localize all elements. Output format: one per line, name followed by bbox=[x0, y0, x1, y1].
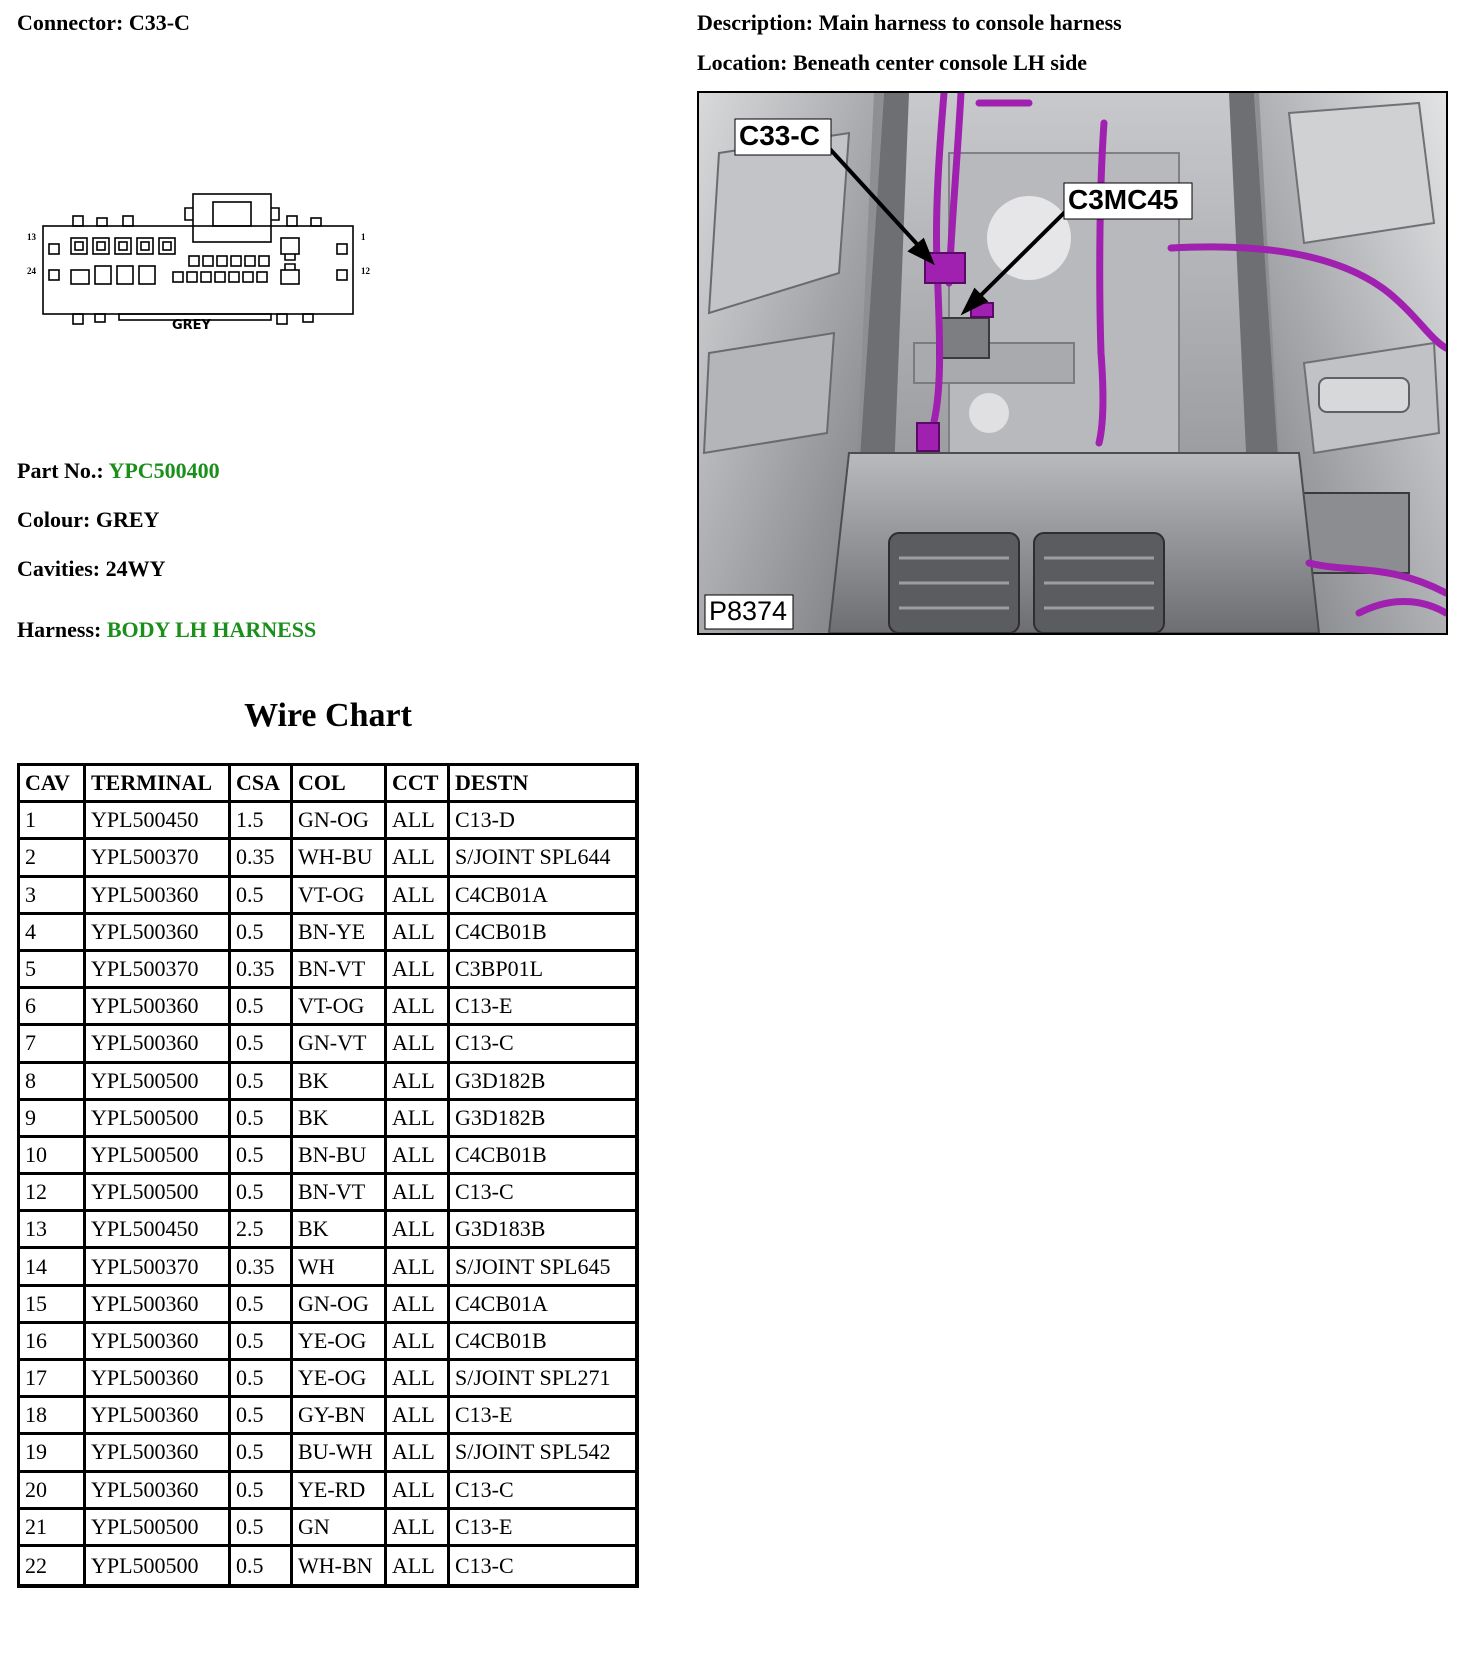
cell-col: GY-BN bbox=[293, 1398, 387, 1435]
cell-col: BN-YE bbox=[293, 915, 387, 952]
cell-csa: 0.5 bbox=[231, 878, 293, 915]
connector-info bbox=[17, 10, 190, 36]
pin-label-1: 1 bbox=[361, 232, 366, 242]
cell-cav: 5 bbox=[20, 952, 86, 989]
table-row bbox=[20, 1287, 635, 1324]
cell-terminal: YPL500500 bbox=[86, 1064, 231, 1101]
cell-terminal: YPL500500 bbox=[86, 1101, 231, 1138]
cell-destn: C4CB01A bbox=[450, 1287, 635, 1324]
cell-destn: C13-C bbox=[455, 1552, 514, 1578]
connector-value: C33-C bbox=[128, 10, 190, 35]
cell-cav: 17 bbox=[20, 1361, 86, 1398]
cell-terminal: YPL500370 bbox=[86, 1249, 231, 1286]
cell-cav: 12 bbox=[20, 1175, 86, 1212]
cell-destn: S/JOINT SPL271 bbox=[450, 1361, 635, 1398]
cell-terminal: YPL500450 bbox=[86, 803, 231, 840]
drawing-colour-label: GREY bbox=[172, 318, 211, 333]
cell-cct: ALL bbox=[387, 1026, 450, 1063]
cell-destn: C13-C bbox=[450, 1175, 635, 1212]
part-no-info bbox=[17, 458, 220, 484]
cell-col: GN-OG bbox=[293, 803, 387, 840]
colour-value: GREY bbox=[95, 507, 160, 532]
cell-csa: 0.35 bbox=[231, 840, 293, 877]
cell-cav: 10 bbox=[20, 1138, 86, 1175]
cell-terminal: YPL500360 bbox=[86, 1473, 231, 1510]
cell-terminal: YPL500500 bbox=[86, 1510, 231, 1547]
table-row bbox=[20, 1547, 635, 1584]
cell-cav: 22 bbox=[20, 1547, 86, 1584]
cell-cct: ALL bbox=[387, 1361, 450, 1398]
cell-csa: 0.5 bbox=[231, 1175, 293, 1212]
connector-face-drawing bbox=[25, 188, 385, 338]
table-row bbox=[20, 1361, 635, 1398]
header-terminal: TERMINAL bbox=[86, 766, 231, 803]
cell-cav: 21 bbox=[20, 1510, 86, 1547]
cell-terminal: YPL500360 bbox=[86, 1287, 231, 1324]
cell-csa: 1.5 bbox=[231, 803, 293, 840]
cell-terminal: YPL500370 bbox=[86, 840, 231, 877]
location-info bbox=[697, 50, 1087, 76]
cell-csa: 0.5 bbox=[231, 1398, 293, 1435]
cell-csa: 0.5 bbox=[231, 1026, 293, 1063]
cell-terminal: YPL500360 bbox=[86, 915, 231, 952]
table-row bbox=[20, 952, 635, 989]
table-row bbox=[20, 1026, 635, 1063]
cell-col: BN-BU bbox=[293, 1138, 387, 1175]
cell-csa: 0.5 bbox=[231, 1101, 293, 1138]
wire-chart-table bbox=[17, 763, 639, 1588]
header-col: COL bbox=[293, 766, 387, 803]
table-row bbox=[20, 1175, 635, 1212]
cell-cct: ALL bbox=[387, 840, 450, 877]
cell-destn: S/JOINT SPL542 bbox=[450, 1435, 635, 1472]
cell-destn: C13-C bbox=[450, 1026, 635, 1063]
cell-destn: C13-D bbox=[450, 803, 635, 840]
colour-label: Colour: bbox=[17, 507, 91, 532]
cell-destn: G3D182B bbox=[450, 1101, 635, 1138]
cell-destn: G3D182B bbox=[450, 1064, 635, 1101]
cell-col: BN-VT bbox=[293, 1175, 387, 1212]
description-info bbox=[697, 10, 1122, 36]
cell-cct: ALL bbox=[387, 1287, 450, 1324]
cell-destn: G3D183B bbox=[450, 1212, 635, 1249]
harness-info bbox=[17, 617, 316, 643]
table-row bbox=[20, 1212, 635, 1249]
cell-cav: 4 bbox=[20, 915, 86, 952]
cell-col: GN-OG bbox=[293, 1287, 387, 1324]
harness-label: Harness: bbox=[17, 617, 102, 642]
connector-face-svg bbox=[25, 188, 385, 338]
cell-cct: ALL bbox=[387, 952, 450, 989]
cell-col: WH-BN bbox=[293, 1547, 387, 1584]
cell-terminal: YPL500360 bbox=[86, 1361, 231, 1398]
colour-info bbox=[17, 507, 159, 533]
pin-label-13: 13 bbox=[27, 232, 36, 242]
cell-destn: C13-E bbox=[450, 989, 635, 1026]
cell-cct: ALL bbox=[387, 989, 450, 1026]
wire-chart-header-row bbox=[20, 766, 635, 803]
cell-destn: C4CB01B bbox=[450, 1324, 635, 1361]
cell-terminal: YPL500360 bbox=[86, 989, 231, 1026]
cell-cav: 1 bbox=[20, 803, 86, 840]
connector-label: Connector: bbox=[17, 10, 124, 35]
harness-link[interactable]: BODY LH HARNESS bbox=[106, 617, 317, 642]
cell-col: GN bbox=[293, 1510, 387, 1547]
part-no-link[interactable]: YPC500400 bbox=[108, 458, 220, 483]
cell-csa: 0.5 bbox=[231, 1324, 293, 1361]
cell-cav: 16 bbox=[20, 1324, 86, 1361]
cell-cav: 9 bbox=[20, 1101, 86, 1138]
cell-col: VT-OG bbox=[293, 878, 387, 915]
cell-cct: ALL bbox=[387, 1064, 450, 1101]
cell-terminal: YPL500360 bbox=[86, 1026, 231, 1063]
cell-cct: ALL bbox=[387, 915, 450, 952]
cell-terminal: YPL500370 bbox=[86, 952, 231, 989]
location-label: Location: bbox=[697, 50, 788, 75]
cell-csa: 2.5 bbox=[231, 1212, 293, 1249]
cell-cct: ALL bbox=[387, 1510, 450, 1547]
cell-csa: 0.5 bbox=[231, 1435, 293, 1472]
cell-cct: ALL bbox=[387, 1547, 450, 1584]
cell-cct: ALL bbox=[387, 878, 450, 915]
cell-col: YE-RD bbox=[293, 1473, 387, 1510]
cell-destn: C3BP01L bbox=[450, 952, 635, 989]
cell-terminal: YPL500360 bbox=[86, 878, 231, 915]
cell-cav: 18 bbox=[20, 1398, 86, 1435]
cell-destn: C13-C bbox=[450, 1473, 635, 1510]
callout-c33c: C33-C bbox=[739, 120, 820, 151]
cell-col: YE-OG bbox=[293, 1324, 387, 1361]
cell-terminal: YPL500360 bbox=[86, 1324, 231, 1361]
cell-cct: ALL bbox=[387, 1435, 450, 1472]
callout-c3mc45: C3MC45 bbox=[1068, 184, 1179, 215]
cell-csa: 0.5 bbox=[231, 1547, 293, 1584]
location-value: Beneath center console LH side bbox=[792, 50, 1088, 75]
table-row bbox=[20, 1101, 635, 1138]
header-cav: CAV bbox=[20, 766, 86, 803]
cell-terminal: YPL500450 bbox=[86, 1212, 231, 1249]
wire-chart-title: Wire Chart bbox=[244, 697, 412, 734]
cell-destn: C13-E bbox=[450, 1510, 635, 1547]
cavities-label: Cavities: bbox=[17, 556, 101, 581]
cell-cav: 13 bbox=[20, 1212, 86, 1249]
cell-csa: 0.5 bbox=[231, 915, 293, 952]
cell-csa: 0.5 bbox=[231, 1510, 293, 1547]
location-photo-svg bbox=[699, 93, 1446, 633]
cell-csa: 0.5 bbox=[231, 989, 293, 1026]
cell-col: BU-WH bbox=[293, 1435, 387, 1472]
cell-col: YE-OG bbox=[293, 1361, 387, 1398]
cell-col: WH-BU bbox=[293, 840, 387, 877]
cell-cav: 2 bbox=[20, 840, 86, 877]
cell-terminal: YPL500500 bbox=[86, 1138, 231, 1175]
pin-label-12: 12 bbox=[361, 266, 370, 276]
cell-cav: 14 bbox=[20, 1249, 86, 1286]
cell-col: BN-VT bbox=[293, 952, 387, 989]
cell-destn: S/JOINT SPL644 bbox=[450, 840, 635, 877]
table-row bbox=[20, 1435, 635, 1472]
table-row bbox=[20, 1064, 635, 1101]
cavities-value: 24WY bbox=[105, 556, 166, 581]
cell-csa: 0.5 bbox=[231, 1473, 293, 1510]
cell-cct: ALL bbox=[387, 1175, 450, 1212]
cell-terminal: YPL500360 bbox=[86, 1435, 231, 1472]
cell-destn: S/JOINT SPL645 bbox=[450, 1249, 635, 1286]
cell-cav: 6 bbox=[20, 989, 86, 1026]
table-row bbox=[20, 878, 635, 915]
table-row bbox=[20, 989, 635, 1026]
cell-terminal: YPL500500 bbox=[86, 1175, 231, 1212]
cell-cct: ALL bbox=[387, 1324, 450, 1361]
cell-csa: 0.5 bbox=[231, 1138, 293, 1175]
cell-col: GN-VT bbox=[293, 1026, 387, 1063]
description-label: Description: bbox=[697, 10, 814, 35]
part-no-label: Part No.: bbox=[17, 458, 104, 483]
location-photo bbox=[697, 91, 1448, 635]
cell-cct: ALL bbox=[387, 1212, 450, 1249]
cell-csa: 0.5 bbox=[231, 1361, 293, 1398]
cell-cct: ALL bbox=[387, 1138, 450, 1175]
cell-destn: C13-E bbox=[450, 1398, 635, 1435]
table-row bbox=[20, 1510, 635, 1547]
table-row bbox=[20, 915, 635, 952]
cell-terminal: YPL500500 bbox=[86, 1547, 231, 1584]
cell-col: BK bbox=[293, 1212, 387, 1249]
table-row bbox=[20, 1473, 635, 1510]
cell-cct: ALL bbox=[387, 803, 450, 840]
cell-destn: C4CB01A bbox=[450, 878, 635, 915]
table-row bbox=[20, 1324, 635, 1361]
cell-destn: C4CB01B bbox=[450, 915, 635, 952]
table-row bbox=[20, 1398, 635, 1435]
table-row bbox=[20, 1138, 635, 1175]
cavities-info bbox=[17, 556, 165, 582]
cell-cct: ALL bbox=[387, 1101, 450, 1138]
description-value: Main harness to console harness bbox=[818, 10, 1122, 35]
table-row bbox=[20, 840, 635, 877]
header-csa: CSA bbox=[231, 766, 293, 803]
cell-cct: ALL bbox=[387, 1398, 450, 1435]
cell-cav: 15 bbox=[20, 1287, 86, 1324]
cell-csa: 0.5 bbox=[231, 1064, 293, 1101]
figure-id: P8374 bbox=[709, 596, 788, 626]
cell-cav: 7 bbox=[20, 1026, 86, 1063]
header-cct: CCT bbox=[387, 766, 450, 803]
table-row bbox=[20, 1249, 635, 1286]
cell-csa: 0.5 bbox=[231, 1287, 293, 1324]
cell-destn: C4CB01B bbox=[450, 1138, 635, 1175]
cell-col: BK bbox=[293, 1064, 387, 1101]
cell-col: WH bbox=[293, 1249, 387, 1286]
cell-cct: ALL bbox=[387, 1249, 450, 1286]
cell-cav: 20 bbox=[20, 1473, 86, 1510]
cell-cct: ALL bbox=[387, 1473, 450, 1510]
cell-col: BK bbox=[293, 1101, 387, 1138]
table-row bbox=[20, 803, 635, 840]
cell-csa: 0.35 bbox=[231, 952, 293, 989]
pin-label-24: 24 bbox=[27, 266, 36, 276]
cell-col: VT-OG bbox=[293, 989, 387, 1026]
cell-cav: 3 bbox=[20, 878, 86, 915]
cell-cav: 8 bbox=[20, 1064, 86, 1101]
cell-terminal: YPL500360 bbox=[86, 1398, 231, 1435]
cell-csa: 0.35 bbox=[231, 1249, 293, 1286]
header-destn: DESTN bbox=[450, 766, 635, 803]
cell-cav: 19 bbox=[20, 1435, 86, 1472]
